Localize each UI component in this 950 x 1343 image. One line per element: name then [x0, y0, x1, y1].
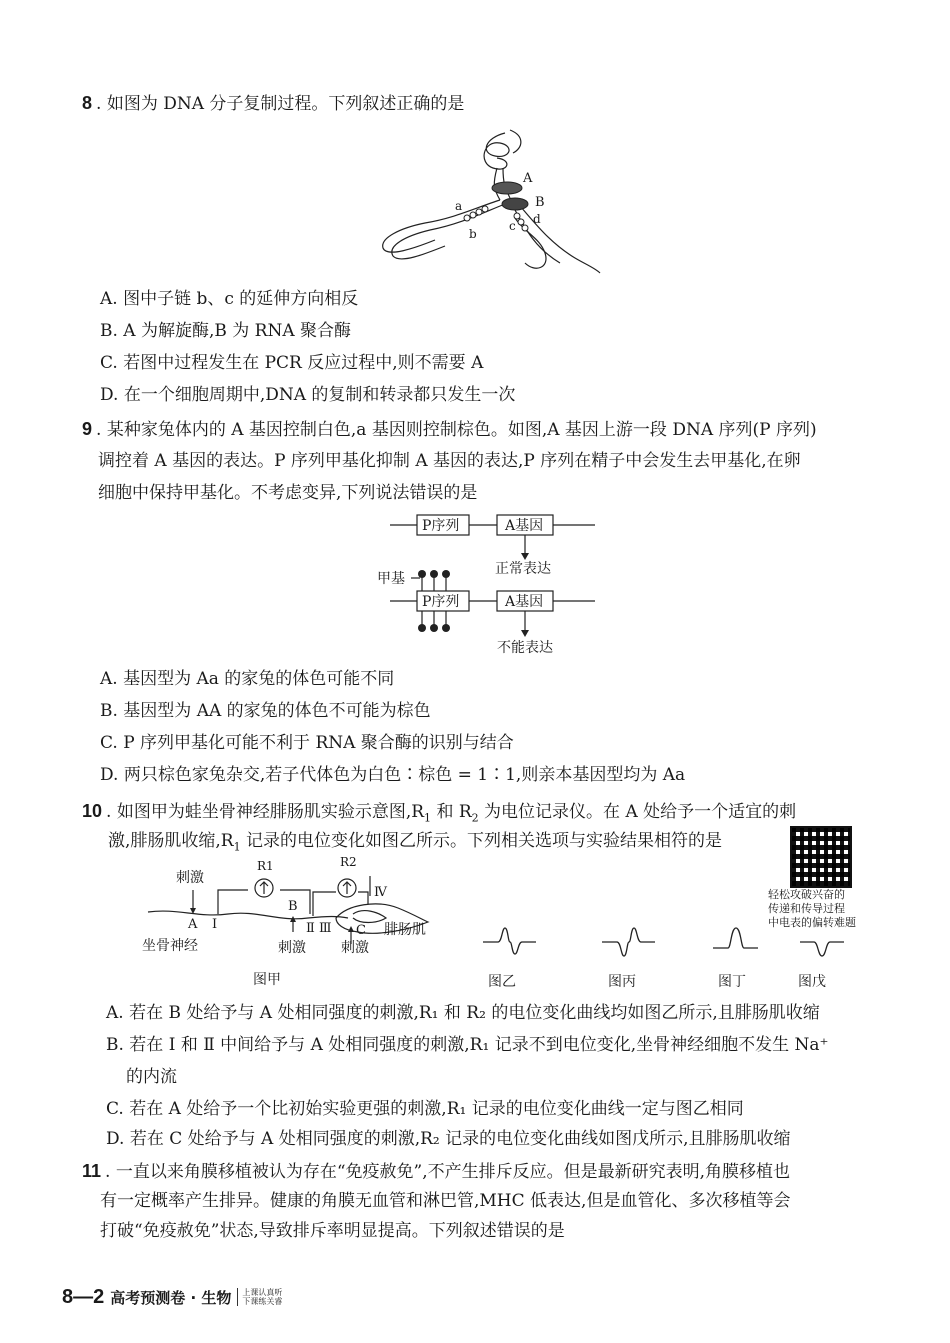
page-number: 8—2 — [62, 1285, 105, 1308]
muscle-label: 腓肠肌 — [384, 922, 426, 938]
stimulus-label-top: 刺激 — [176, 870, 204, 886]
figure-ding-caption: 图丁 — [718, 974, 746, 990]
stem-text: 为电位记录仪。在 A 处给予一个适宜的刺 — [478, 802, 797, 822]
roman-1-label: Ⅰ — [212, 917, 218, 932]
q9-option-c: C. P 序列甲基化可能不利于 RNA 聚合酶的识别与结合 — [100, 733, 514, 753]
dna-replication-figure — [375, 128, 605, 276]
stem-text: . 如图甲为蛙坐骨神经腓肠肌实验示意图,R — [106, 802, 425, 822]
question-number: 8 — [82, 93, 93, 113]
booklet-title: 高考预测卷 · 生物 — [110, 1288, 232, 1307]
q8-option-d: D. 在一个细胞周期中,DNA 的复制和转录都只发生一次 — [100, 385, 516, 405]
question-number: 11 — [82, 1161, 102, 1181]
stem-text: . 一直以来角膜移植被认为存在“免疫赦免”,不产生排斥反应。但是最新研究表明,角膜移植也 — [105, 1162, 791, 1182]
subscript: 2 — [471, 811, 479, 825]
a-gene-label-top: A基因 — [505, 518, 544, 534]
roman-4-label: Ⅳ — [374, 885, 387, 900]
roman-3-label: Ⅲ — [319, 921, 332, 936]
label-d: d — [533, 212, 541, 226]
p-sequence-label-bottom: P序列 — [422, 594, 460, 610]
question-11-stem — [82, 1160, 790, 1183]
question-10-stem — [82, 800, 796, 829]
waveform-figures — [478, 920, 858, 995]
footer-slogan — [237, 1288, 282, 1306]
sciatic-nerve-label: 坐骨神经 — [142, 938, 198, 954]
q10-option-c: C. 若在 A 处给予一个比初始实验更强的刺激,R₁ 记录的电位变化曲线一定与图乙相同 — [106, 1099, 744, 1119]
question-8-stem — [82, 92, 464, 115]
label-A: A — [523, 171, 533, 186]
qr-caption-3: 中电表的偏转难题 — [768, 916, 856, 929]
point-a-label: A — [188, 917, 198, 932]
question-number: 10 — [82, 801, 103, 821]
point-c-label: C — [356, 923, 366, 938]
a-gene-label-bottom: A基因 — [505, 594, 544, 610]
q9-stem-line-3: 细胞中保持甲基化。不考虑变异,下列说法错误的是 — [98, 483, 478, 503]
r1-label: R1 — [257, 859, 274, 873]
qr-caption-1: 轻松攻破兴奋的 — [768, 888, 845, 901]
question-number: 9 — [82, 419, 93, 439]
figure-wu-caption: 图戊 — [798, 974, 826, 990]
figure-jia-caption: 图甲 — [253, 972, 281, 988]
qr-code-icon[interactable] — [790, 826, 852, 888]
qr-caption-2: 传递和传导过程 — [768, 902, 845, 915]
question-9-stem — [82, 418, 817, 441]
label-a: a — [455, 199, 463, 213]
q9-option-a: A. 基因型为 Aa 的家兔的体色可能不同 — [100, 669, 395, 689]
figure-bing-caption: 图丙 — [608, 974, 636, 990]
q10-option-d: D. 若在 C 处给予与 A 处相同强度的刺激,R₂ 记录的电位变化曲线如图戊所示,且腓肠肌收缩 — [106, 1129, 791, 1149]
q11-stem-line-2: 有一定概率产生排异。健康的角膜无血管和淋巴管,MHC 低表达,但是血管化、多次移植等会 — [100, 1191, 791, 1211]
nerve-muscle-figure — [138, 852, 438, 992]
p-sequence-label-top: P序列 — [422, 518, 460, 534]
figure-yi-caption: 图乙 — [488, 974, 516, 990]
q10-option-b: B. 若在 Ⅰ 和 Ⅱ 中间给予与 A 处相同强度的刺激,R₁ 记录不到电位变化,坐骨神经细胞不发生 Na⁺ — [106, 1035, 829, 1055]
label-b: b — [469, 227, 477, 241]
roman-2-label: Ⅱ — [306, 921, 315, 936]
no-expression-label: 不能表达 — [497, 640, 553, 656]
page-footer — [62, 1284, 282, 1310]
slogan-line-1: 上课认真听 — [242, 1288, 283, 1297]
methylation-figure — [375, 508, 605, 658]
methyl-label: 甲基 — [377, 571, 405, 587]
stem-text: 记录的电位变化如图乙所示。下列相关选项与实验结果相符的是 — [240, 831, 723, 851]
subscript: 1 — [233, 840, 241, 854]
r2-label: R2 — [340, 855, 357, 869]
stem-text: 和 R — [431, 802, 472, 822]
stimulus-label-b: 刺激 — [278, 940, 306, 956]
slogan-line-2: 下课练关睿 — [242, 1297, 283, 1306]
q8-option-b: B. A 为解旋酶,B 为 RNA 聚合酶 — [100, 321, 352, 341]
q11-stem-line-3: 打破“免疫赦免”状态,导致排斥率明显提高。下列叙述错误的是 — [100, 1221, 565, 1241]
label-c: c — [509, 219, 516, 233]
q10-option-a: A. 若在 B 处给予与 A 处相同强度的刺激,R₁ 和 R₂ 的电位变化曲线均如图乙所示,且腓肠肌收缩 — [106, 1003, 820, 1023]
stimulus-label-c: 刺激 — [341, 940, 369, 956]
stem-text: . 如图为 DNA 分子复制过程。下列叙述正确的是 — [96, 94, 465, 114]
point-b-label: B — [288, 899, 298, 914]
stem-text: . 某种家兔体内的 A 基因控制白色,a 基因则控制棕色。如图,A 基因上游一段 DNA 序列(P 序列) — [96, 420, 817, 440]
subscript: 1 — [424, 811, 432, 825]
q9-option-d: D. 两只棕色家兔杂交,若子代体色为白色∶棕色 = 1∶1,则亲本基因型均为 Aa — [100, 765, 686, 785]
q9-option-b: B. 基因型为 AA 的家兔的体色不可能为棕色 — [100, 701, 431, 721]
q9-stem-line-2: 调控着 A 基因的表达。P 序列甲基化抑制 A 基因的表达,P 序列在精子中会发生去甲基化,在卵 — [98, 451, 801, 471]
q8-option-c: C. 若图中过程发生在 PCR 反应过程中,则不需要 A — [100, 353, 484, 373]
q10-option-b-cont: 的内流 — [126, 1067, 177, 1087]
stem-text: 激,腓肠肌收缩,R — [108, 831, 234, 851]
normal-expression-label: 正常表达 — [495, 561, 551, 577]
label-B: B — [535, 195, 545, 210]
q8-option-a: A. 图中子链 b、c 的延伸方向相反 — [100, 289, 359, 309]
